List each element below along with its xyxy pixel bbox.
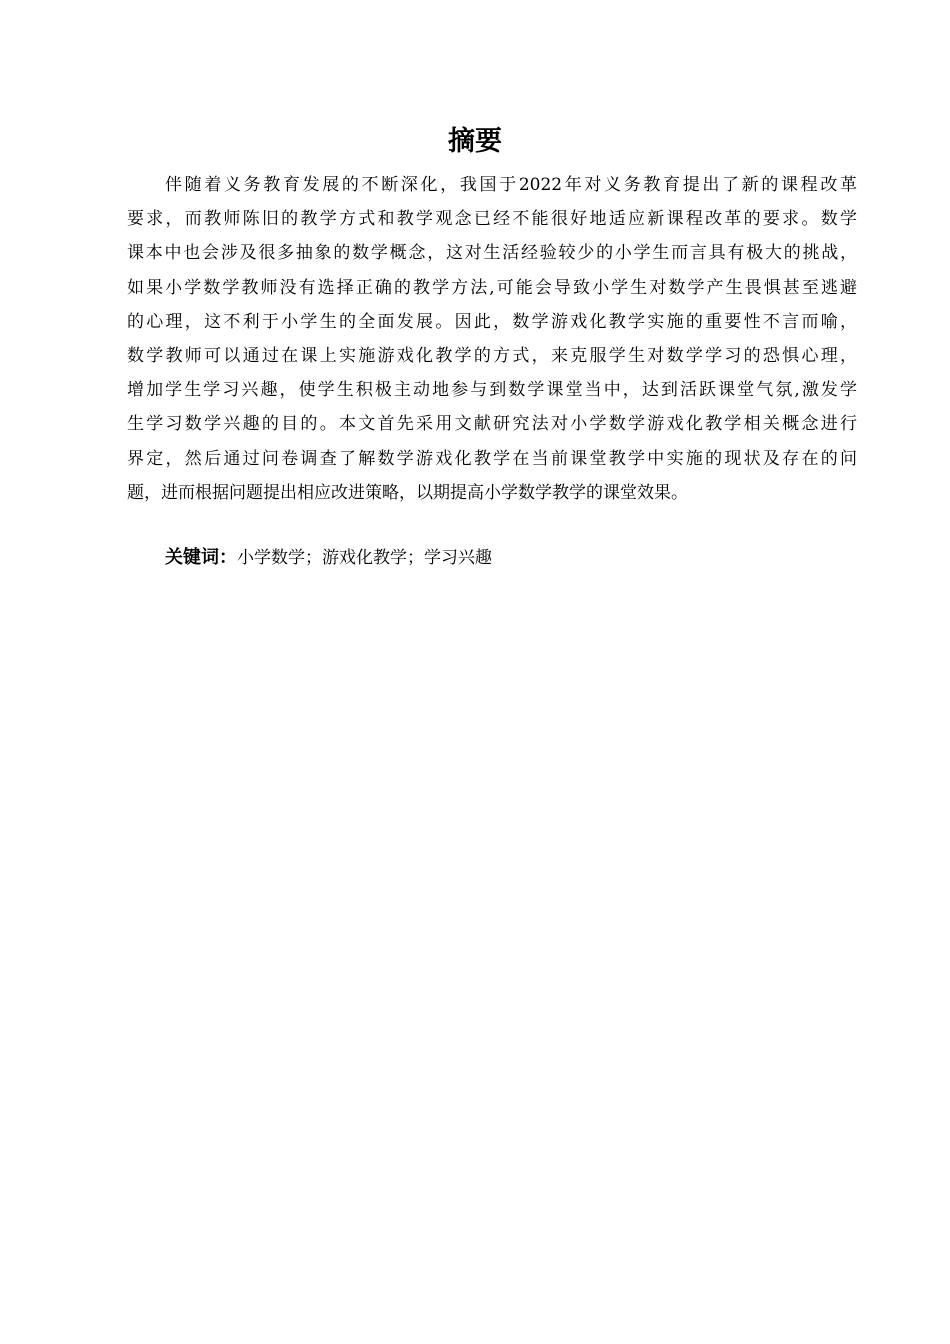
abstract-title: 摘要 <box>448 126 502 157</box>
abstract-line: 伴随着义务教育发展的不断深化，我国于2022年对义务教育提出了新的课程改革 <box>165 175 857 195</box>
abstract-line: 增加学生学习兴趣，使学生积极主动地参与到数学课堂当中，达到活跃课堂气氛,激发学 <box>127 380 857 401</box>
abstract-line: 要求，而教师陈旧的教学方式和教学观念已经不能很好地适应新课程改革的要求。数学 <box>127 209 857 230</box>
abstract-line: 界定，然后通过问卷调查了解数学游戏化教学在当前课堂教学中实施的现状及存在的问 <box>127 448 857 469</box>
abstract-line: 数学教师可以通过在课上实施游戏化教学的方式，来克服学生对数学学习的恐惧心理， <box>127 346 857 367</box>
keywords-label: 关键词： <box>165 547 237 568</box>
keywords-paragraph <box>165 541 492 575</box>
keywords-values: 小学数学；游戏化教学；学习兴趣 <box>237 548 492 568</box>
abstract-line: 课本中也会涉及很多抽象的数学概念，这对生活经验较少的小学生而言具有极大的挑战， <box>127 243 857 264</box>
abstract-body <box>127 168 857 510</box>
abstract-line: 生学习数学兴趣的目的。本文首先采用文献研究法对小学数学游戏化教学相关概念进行 <box>127 414 857 435</box>
abstract-line: 题，进而根据问题提出相应改进策略，以期提高小学数学教学的课堂效果。 <box>127 482 688 503</box>
abstract-line: 的心理，这不利于小学生的全面发展。因此，数学游戏化教学实施的重要性不言而喻， <box>127 311 857 332</box>
abstract-line: 如果小学数学教师没有选择正确的教学方法,可能会导致小学生对数学产生畏惧甚至逃避 <box>127 277 857 298</box>
